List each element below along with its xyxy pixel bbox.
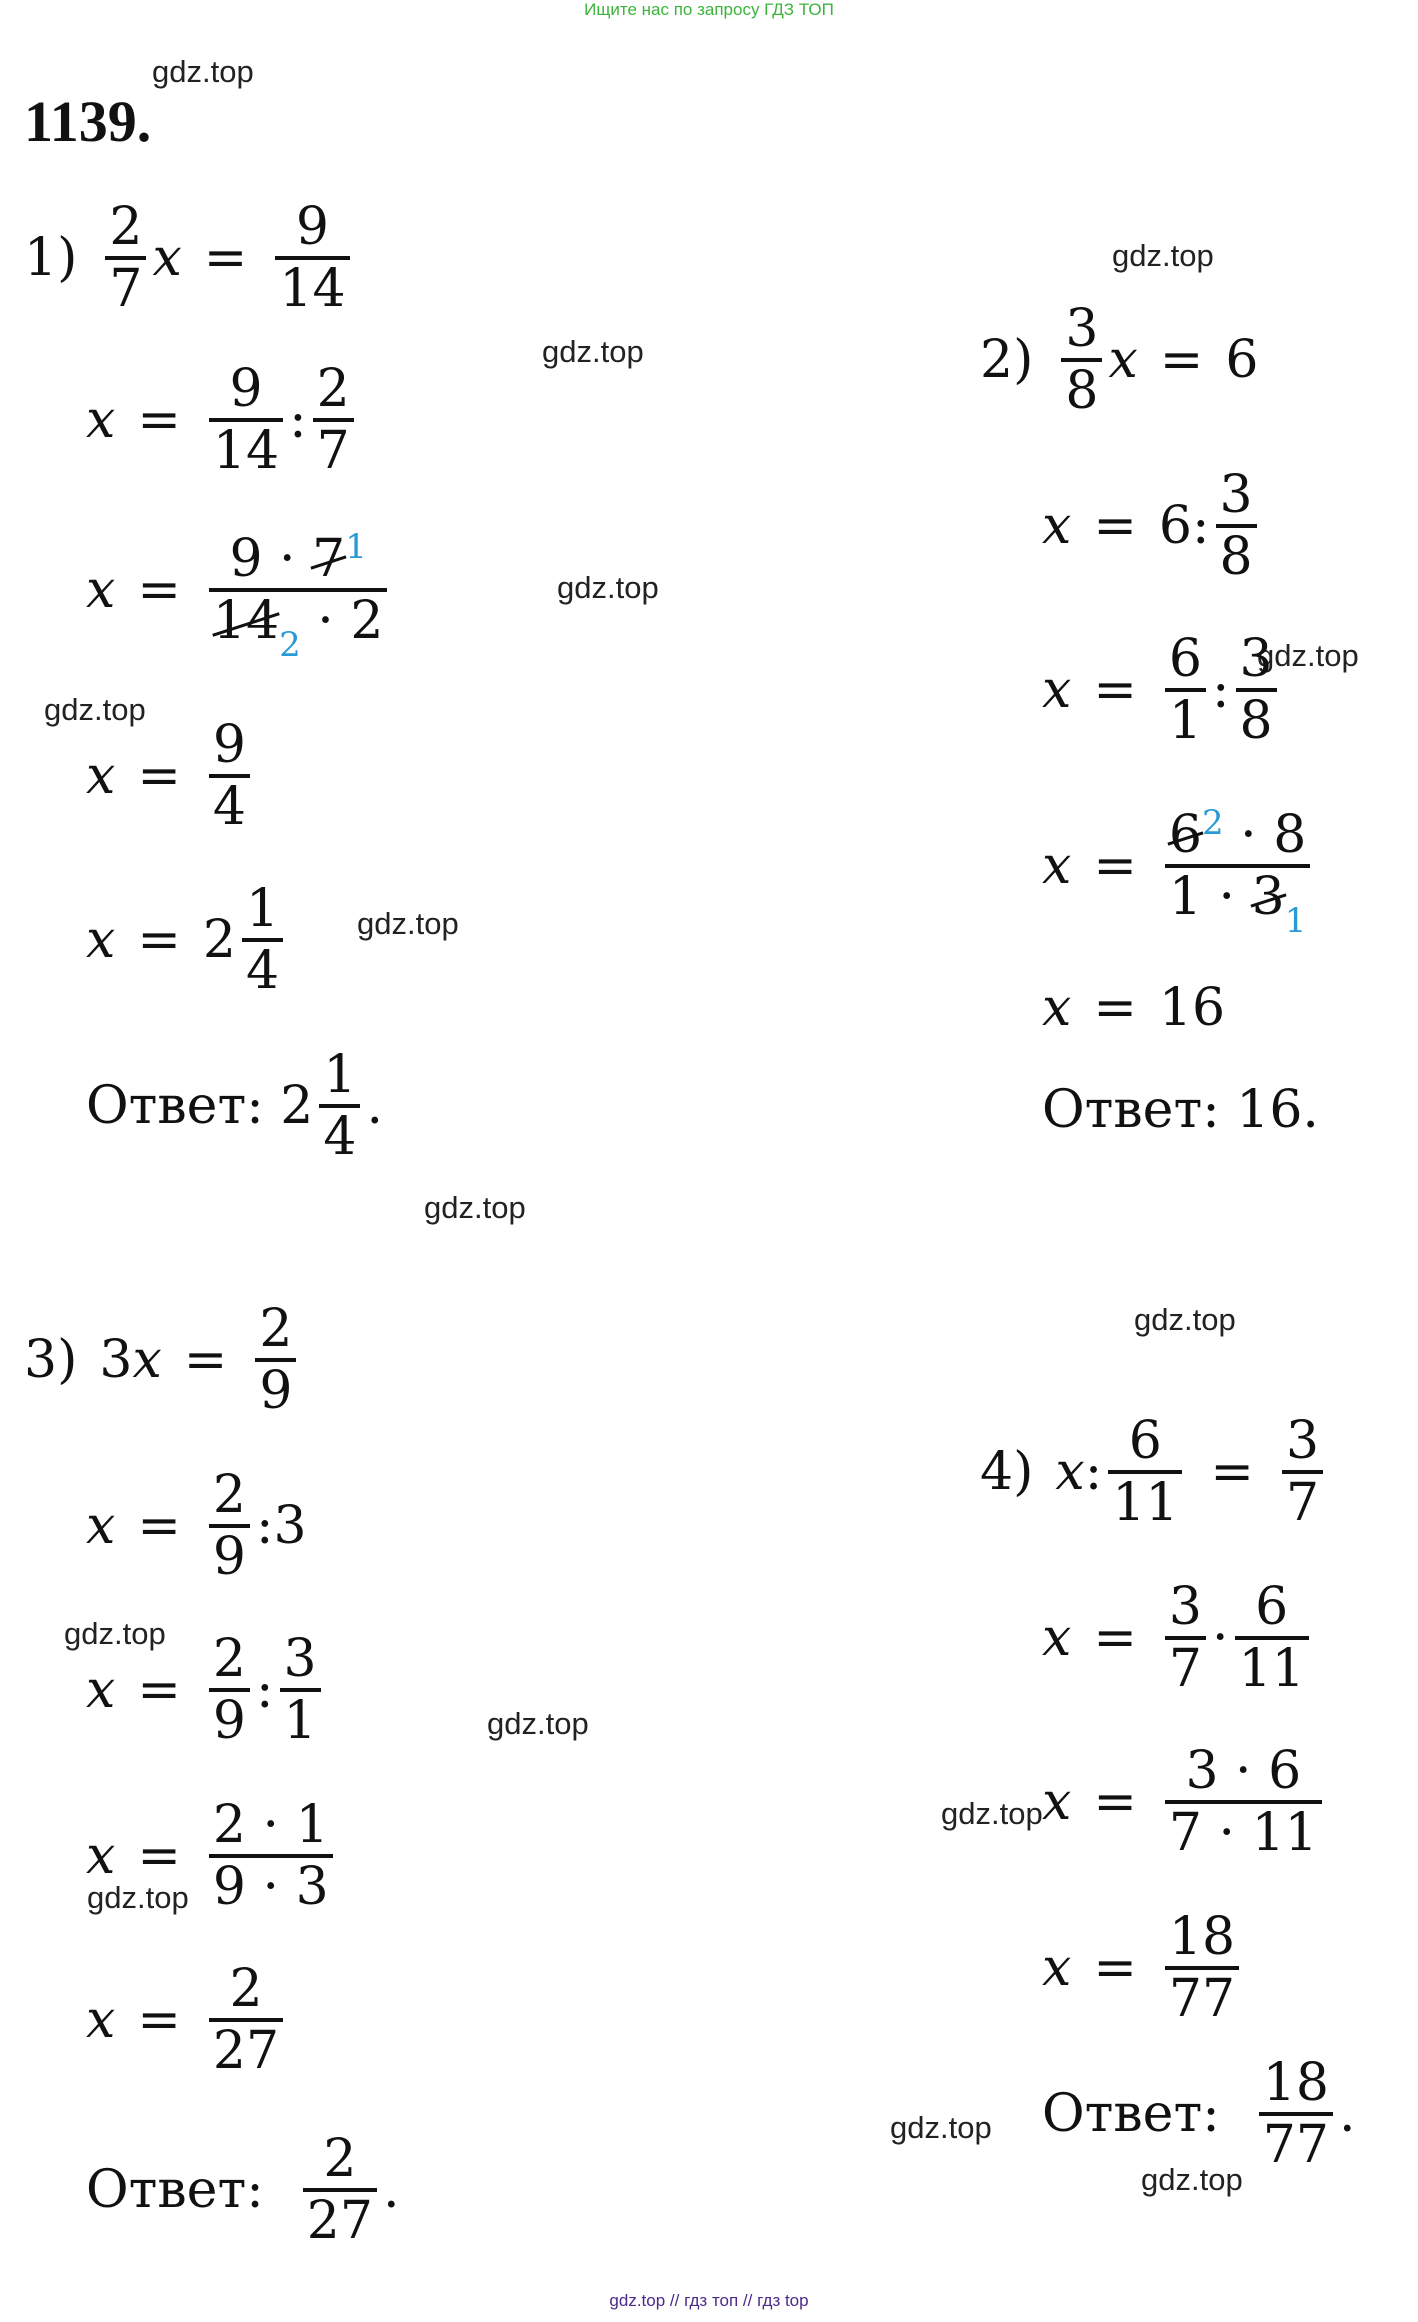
p4-line-4: x = $\frac{18}{77}$ — [1042, 1898, 1245, 2038]
watermark: gdz.top — [1112, 238, 1214, 273]
p4-line-2: x = $\frac{3}{7}$ · $\frac{6}{11}$ — [1042, 1568, 1315, 1708]
p2-line-5: x = 16 — [1042, 978, 1226, 1038]
watermark: gdz.top — [941, 1796, 1043, 1831]
p3-line-2: x = $\frac{2}{9}$ : 3 — [86, 1464, 307, 1587]
watermark: gdz.top — [357, 906, 459, 941]
p3-answer: Ответ: $\frac{2}{27}$ . — [86, 2128, 400, 2251]
p1-line-1: 1) $\frac{2}{7}$ x = $\frac{9}{14}$ — [24, 188, 356, 328]
watermark: gdz.top — [64, 1616, 166, 1651]
bottom-banner: gdz.top // гдз топ // гдз top — [609, 2291, 809, 2310]
p3-line-4: x = $\frac{2 \cdot 1}{9 \cdot 3}$ — [86, 1786, 339, 1926]
watermark: gdz.top — [557, 570, 659, 605]
p1-line-2: x = $\frac{9}{14}$ : $\frac{2}{7}$ — [86, 350, 360, 490]
watermark: gdz.top — [1141, 2162, 1243, 2197]
p1-answer: Ответ: 2 $\frac{1}{4}$ . — [86, 1044, 383, 1167]
p2-line-4: x = $\frac{6^2 \cdot 8}{1 \cdot 3_1}$ — [1042, 796, 1316, 936]
watermark: gdz.top — [542, 334, 644, 369]
p2-line-2: x = 6 : $\frac{3}{8}$ — [1042, 456, 1263, 596]
p1-line-5: x = 2 $\frac{1}{4}$ — [86, 870, 289, 1010]
p4-line-3: x = $\frac{3 \cdot 6}{7 \cdot 11}$ — [1042, 1732, 1328, 1872]
watermark: gdz.top — [487, 1706, 589, 1741]
watermark: gdz.top — [890, 2110, 992, 2145]
p2-line-3: x = $\frac{6}{1}$ : $\frac{3}{8}$ — [1042, 620, 1283, 760]
p4-line-1: 4) x : $\frac{6}{11}$ = $\frac{3}{7}$ — [980, 1402, 1329, 1542]
watermark: gdz.top — [424, 1190, 526, 1225]
watermark: gdz.top — [87, 1880, 189, 1915]
p1-line-4: x = $\frac{9}{4}$ — [86, 706, 256, 846]
watermark: gdz.top — [152, 54, 254, 89]
watermark: gdz.top — [1257, 638, 1359, 673]
p2-answer: Ответ: 16. — [1042, 1080, 1319, 1140]
watermark: gdz.top — [1134, 1302, 1236, 1337]
p3-line-3: x = $\frac{2}{9}$ : $\frac{3}{1}$ — [86, 1620, 327, 1760]
p4-answer: Ответ: $\frac{18}{77}$ . — [1042, 2052, 1356, 2175]
top-banner: Ищите нас по запросу ГДЗ ТОП — [584, 0, 834, 19]
p2-line-1: 2) $\frac{3}{8}$ x = 6 — [980, 298, 1259, 421]
problem-number: 1139. — [24, 89, 152, 154]
p3-line-5: x = $\frac{2}{27}$ — [86, 1950, 289, 2090]
p1-line-3: x = $\frac{9 \cdot 7^1}{14_2 \cdot 2}$ — [86, 520, 393, 660]
p3-line-1: 3) 3 x = $\frac{2}{9}$ — [24, 1290, 302, 1430]
watermark: gdz.top — [44, 692, 146, 727]
